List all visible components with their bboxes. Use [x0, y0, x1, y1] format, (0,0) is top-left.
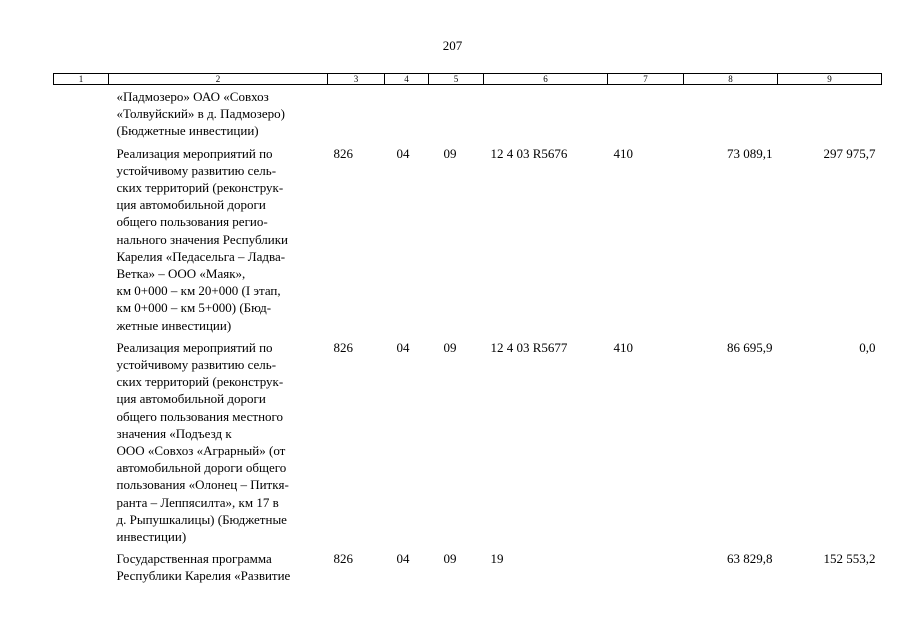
amount-cell: 297 975,7 — [823, 145, 876, 161]
page-number: 207 — [442, 38, 463, 53]
column-header: 2 — [109, 74, 328, 85]
budget-table — [53, 73, 882, 585]
admin-code-cell: 826 — [333, 145, 353, 161]
column-header: 6 — [484, 74, 608, 85]
column-header: 4 — [385, 74, 429, 85]
section-cell: 04 — [396, 551, 410, 567]
amount-cell: 0,0 — [859, 339, 876, 355]
column-header: 8 — [684, 74, 778, 85]
expense-type-cell — [608, 85, 684, 140]
subsection-cell — [429, 85, 484, 140]
section-cell — [385, 85, 429, 140]
column-header: 1 — [54, 74, 109, 85]
table-row — [54, 140, 882, 334]
column-header: 5 — [429, 74, 484, 85]
row-number-cell — [54, 334, 109, 545]
column-header: 7 — [608, 74, 684, 85]
table-row — [54, 85, 882, 140]
target-article-cell: 12 4 03 R5677 — [490, 339, 568, 355]
column-header: 9 — [778, 74, 882, 85]
section-cell: 04 — [396, 145, 410, 161]
description-cell: Государственная программа Республики Карелия «Развитие — [116, 551, 291, 584]
description-cell: «Падмозеро» ОАО «Совхоз «Толвуйский» в д. Падмозеро) (Бюджетные инвестиции) — [116, 89, 285, 139]
column-header-row — [54, 74, 882, 85]
table-row — [54, 545, 882, 584]
description-cell: Реализация мероприятий по устойчивому развитию сель- ских территорий (реконструк- ция автомобильной дороги общего пользования местного значения «Подъезд к ООО «Совхоз «Аграрный» (от автомобильной дороги общего пользования «Олонец – Питкя- ранта – Леппясилта», км 17 в д. Рыпушкалицы) (Бюджетные инвестиции) — [116, 339, 289, 545]
description-cell: Реализация мероприятий по устойчивому развитию сель- ских территорий (реконструк- ция автомобильной дороги общего пользования регио- нального значения Республики Карелия «Педасельга – Ладва- Ветка» – ООО «Маяк», км 0+000 – км 20+000 (I этап, км 0+000 – км 5+000) (Бюд- жетные инвестиции) — [116, 145, 288, 333]
subsection-cell: 09 — [443, 551, 457, 567]
target-article-cell — [484, 85, 608, 140]
row-number-cell — [54, 85, 109, 140]
admin-code-cell — [328, 85, 385, 140]
expense-type-cell — [608, 545, 684, 584]
section-cell: 04 — [396, 339, 410, 355]
admin-code-cell: 826 — [333, 551, 353, 567]
expense-type-cell: 410 — [613, 339, 633, 355]
expense-type-cell: 410 — [613, 145, 633, 161]
subsection-cell: 09 — [443, 145, 457, 161]
amount-cell: 86 695,9 — [727, 339, 773, 355]
row-number-cell — [54, 140, 109, 334]
target-article-cell: 12 4 03 R5676 — [490, 145, 568, 161]
amount-cell — [684, 85, 778, 140]
table-row — [54, 334, 882, 545]
amount-cell: 73 089,1 — [727, 145, 773, 161]
subsection-cell: 09 — [443, 339, 457, 355]
row-number-cell — [54, 545, 109, 584]
column-header: 3 — [328, 74, 385, 85]
amount-cell — [778, 85, 882, 140]
target-article-cell: 19 — [490, 551, 504, 567]
admin-code-cell: 826 — [333, 339, 353, 355]
amount-cell: 63 829,8 — [727, 551, 773, 567]
amount-cell: 152 553,2 — [823, 551, 876, 567]
